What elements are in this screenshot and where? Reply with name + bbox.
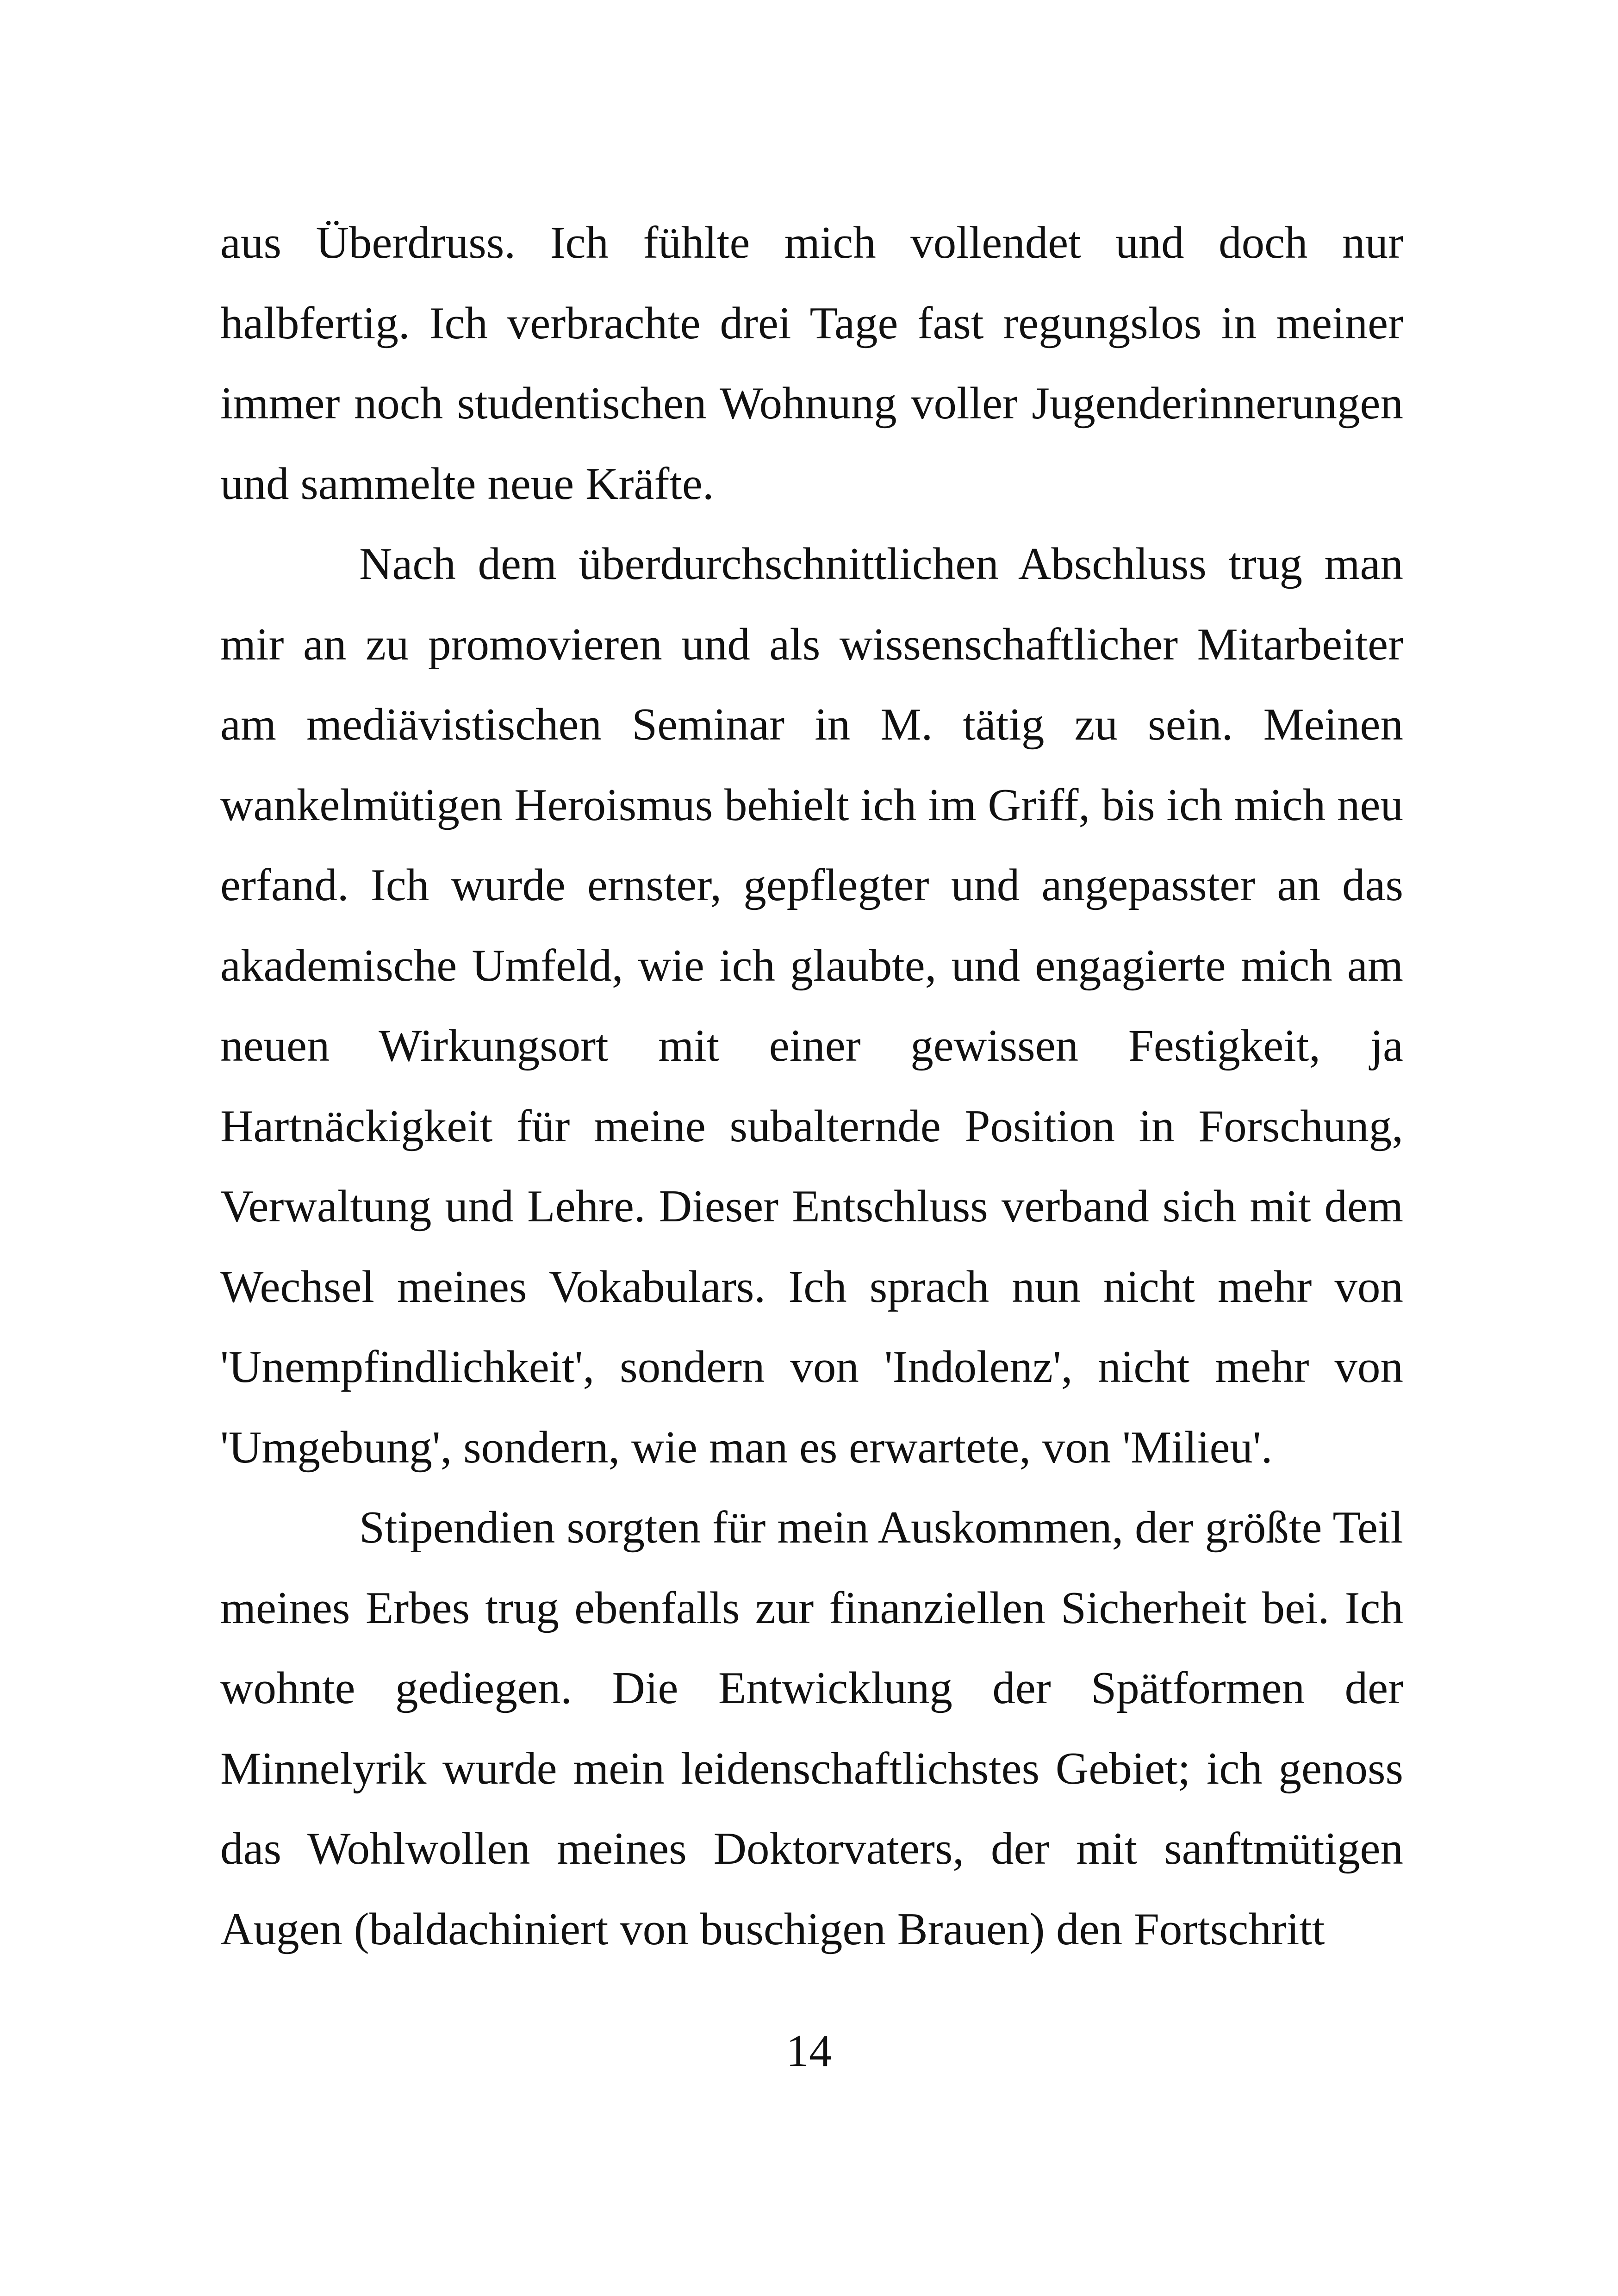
body-text xyxy=(220,203,1403,1969)
paragraph-1: aus Überdruss. Ich fühlte mich vollendet und doch nur halbfertig. Ich verbrachte drei Tage fast regungslos in meiner immer noch studentischen Wohnung voller Jugenderinnerungen und sammelte neue Kräfte. xyxy=(220,218,1403,509)
page-number: 14 xyxy=(786,2026,832,2076)
paragraph-3: Stipendien sorgten für mein Auskommen, der größte Teil meines Erbes trug ebenfalls zur finanziellen Sicherheit bei. Ich wohnte gediegen. Die Entwicklung der Spätformen der Minnelyrik wurde mein leidenschaftlichstes Gebiet; ich genoss das Wohlwollen meines Doktorvaters, der mit sanftmütigen Augen (baldachiniert von buschigen Brauen) den Fortschritt xyxy=(220,1502,1403,1954)
paragraph-2: Nach dem überdurchschnittlichen Abschluss trug man mir an zu promovieren und als wissenschaftlicher Mitarbeiter am mediävistischen Seminar in M. tätig zu sein. Meinen wankelmütigen Heroismus behielt ich im Griff, bis ich mich neu erfand. Ich wurde ernster, gepflegter und angepasster an das akademische Umfeld, wie ich glaubte, und engagierte mich am neuen Wirkungsort mit einer gewissen Festigkeit, ja Hartnäckigkeit für meine subalternde Position in Forschung, Verwaltung und Lehre. Dieser Entschluss verband sich mit dem Wechsel meines Vokabulars. Ich sprach nun nicht mehr von 'Unempfindlichkeit', sondern von 'Indolenz', nicht mehr von 'Umgebung', sondern, wie man es erwartete, von 'Milieu'. xyxy=(220,539,1403,1473)
